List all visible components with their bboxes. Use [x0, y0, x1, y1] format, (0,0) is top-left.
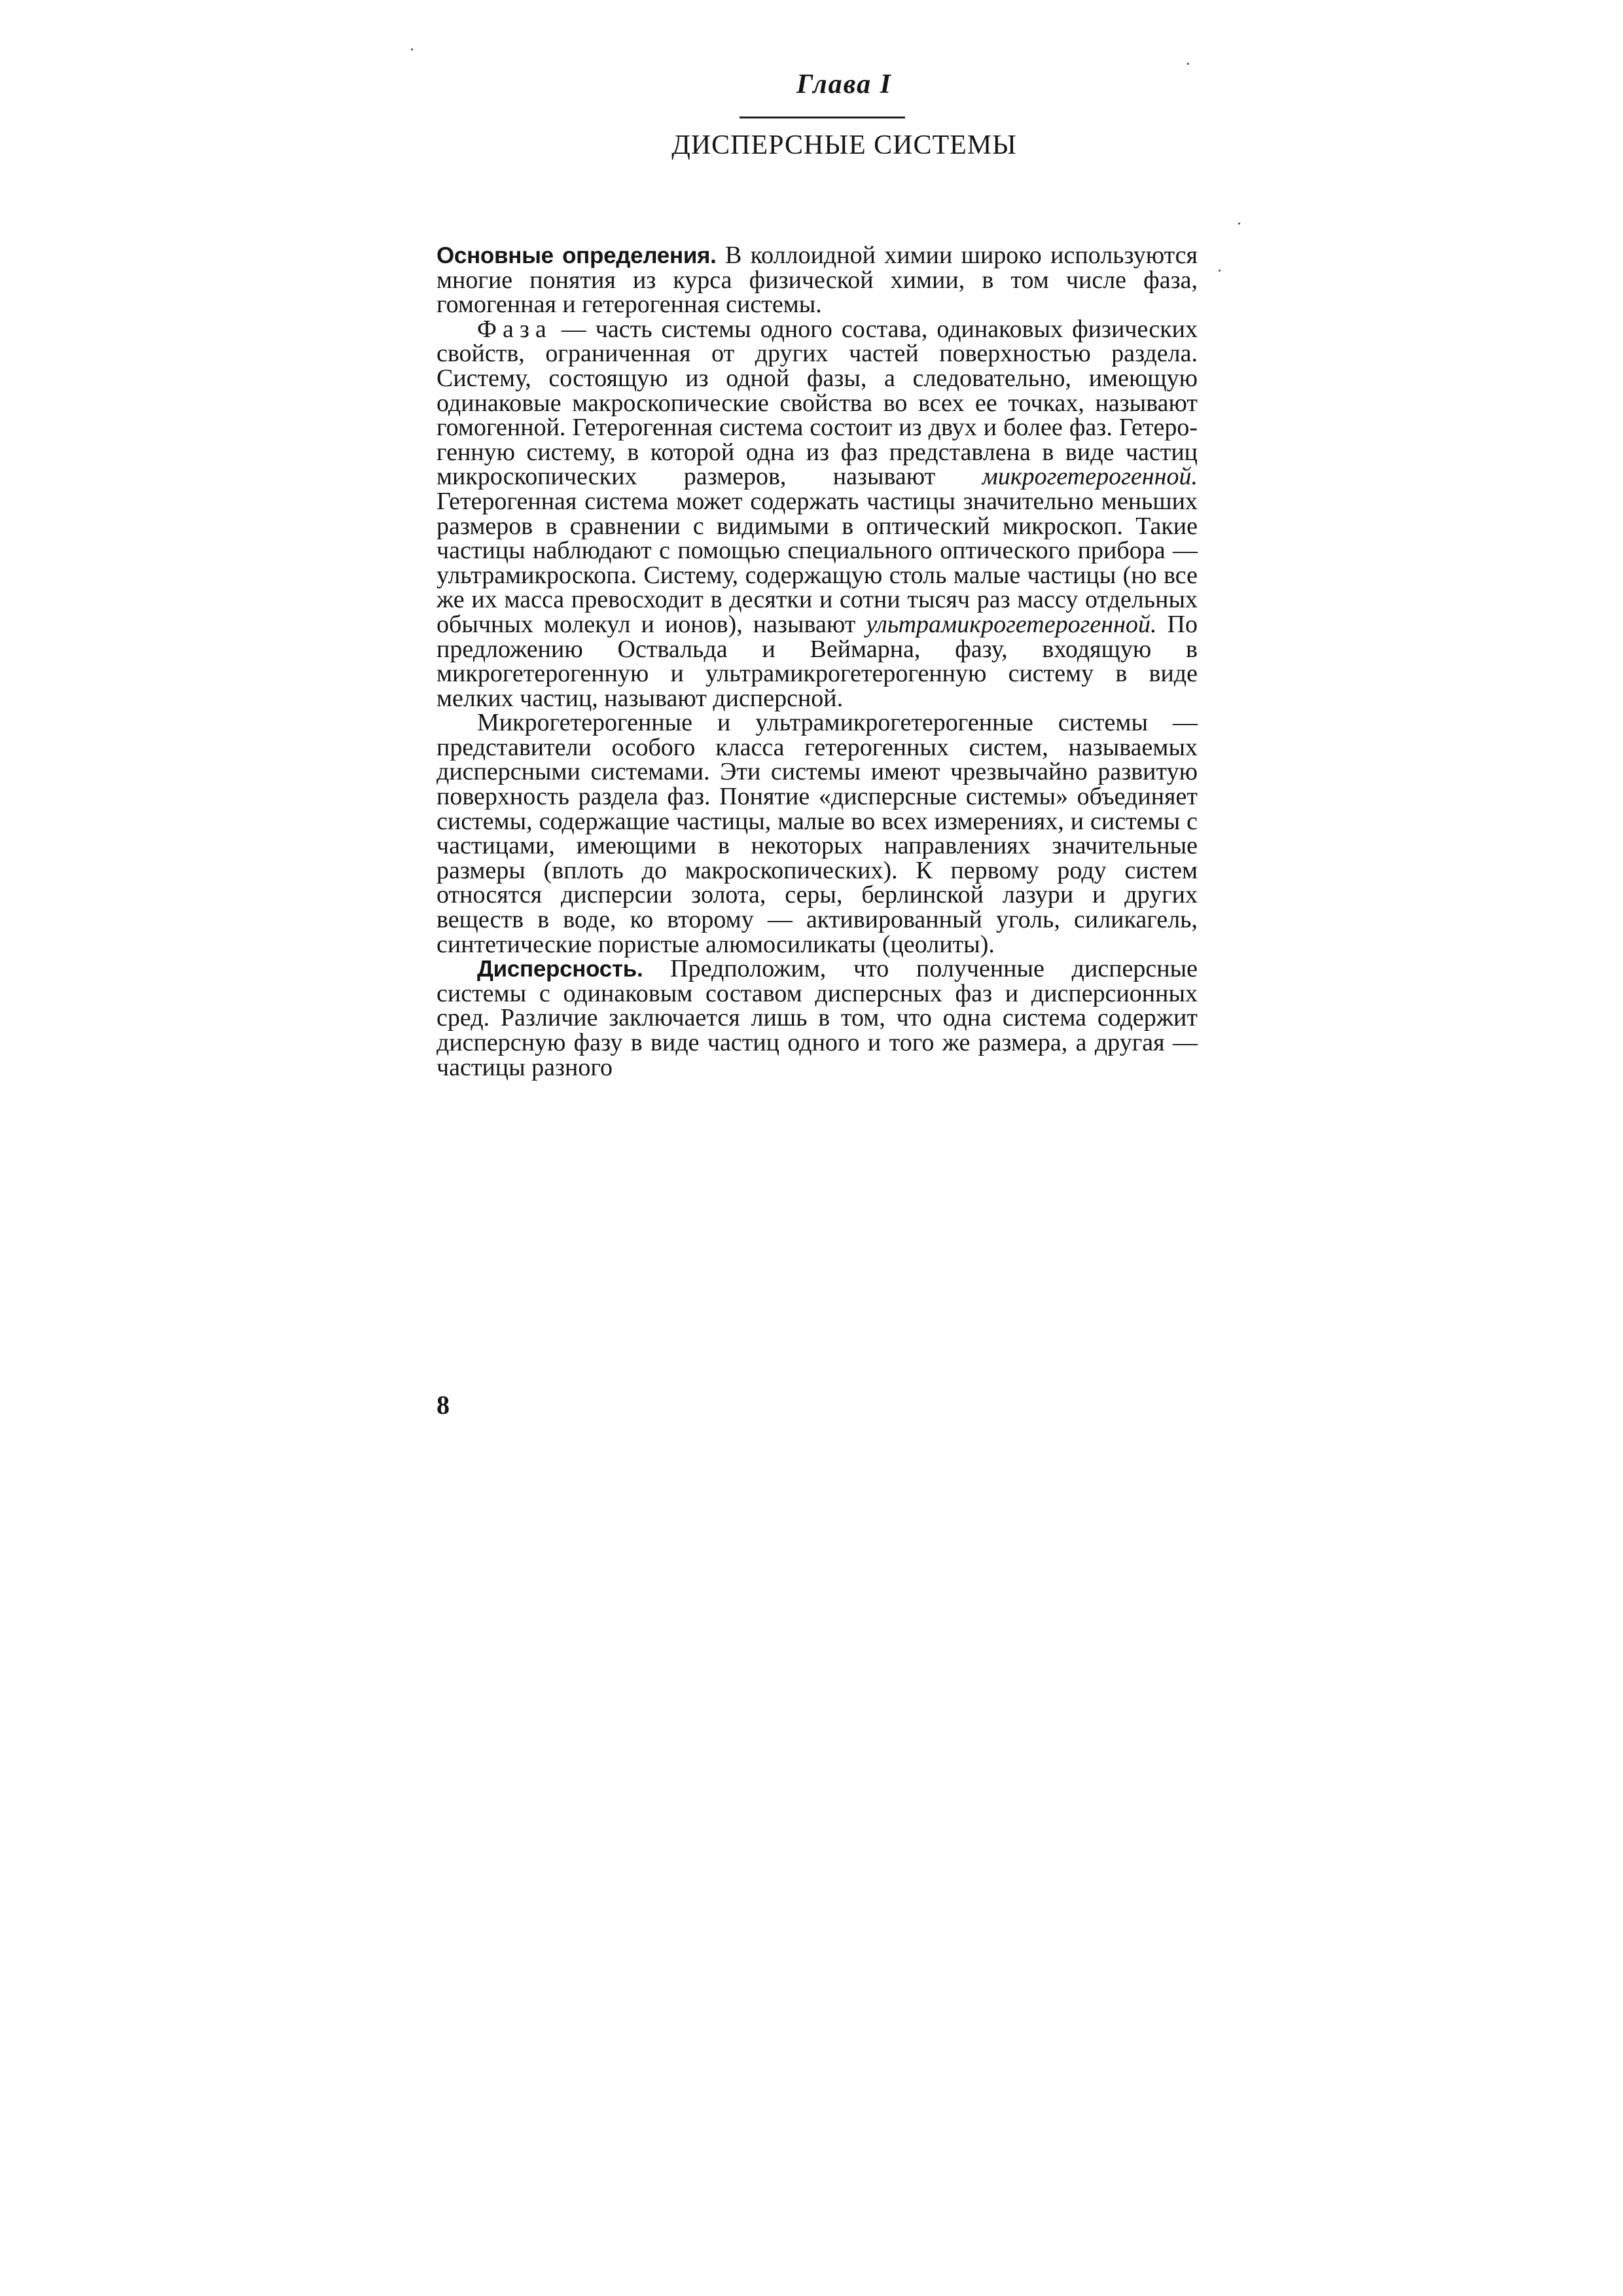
paragraph-text: В коллоидной химии широко используются многие понятия из курса физической химии, в том числе фаза, гомогенная и гетерогенная системы. — [437, 242, 1198, 319]
section-heading-dispersity: Дисперсность. — [477, 956, 643, 982]
chapter-body — [437, 243, 1198, 1080]
paragraph-text: — часть системы одного состава, одинаковых физических свойств, ограниченная от других частей поверхностью раздела. Систему, состоящую из одной фазы, а следовательно, имеющую одинаковые макроскопические свойства во всех ее точках, называют гомогенной. Гетерогенная система состоит из двух и более фаз. Гетерогенную систему, в которой одна из фаз представлена в виде частиц микроскопических размеров, называют — [437, 315, 1198, 491]
scan-speck — [1238, 223, 1240, 224]
paragraph-text: По предложению Оствальда и Веймарна, фазу, входящую в микрогетерогенную и ультрамикрогетерогенную систему в виде мелких частиц, называют дисперсной. — [437, 610, 1198, 712]
scan-speck — [411, 48, 413, 50]
paragraph-disperse-systems — [437, 711, 1198, 957]
term-ultramicroheterogeneous: ультрамикрогетерогенной. — [866, 610, 1157, 638]
paragraph-basic-definitions — [437, 243, 1198, 317]
chapter-divider — [740, 117, 905, 118]
paragraph-dispersity — [437, 957, 1198, 1080]
paragraph-text: Гетерогенная система может содержать частицы значительно меньших размеров в сравнении с видимыми в оптический микроскоп. Такие частицы наблюдают с помощью специального оптического прибора — ультрамикроскопа. Систему, содержащую столь малые частицы (но все же их масса превосходит в десятки и сотни тысяч раз массу отдельных обычных молекул и ионов), называют — [437, 487, 1198, 638]
term-microheterogeneous: микрогетерогенной. — [982, 463, 1198, 491]
paragraph-text: Микрогетерогенные и ультрамикрогетерогенные системы — представители особого класса гетерогенных систем, называемых дисперсными системами. Эти системы имеют чрезвычайно развитую поверхность раздела фаз. Понятие «дисперсные системы» объединяет системы, содержащие частицы, малые во всех измерениях, и системы с частицами, имеющими в некоторых направлениях значительные размеры (вплоть до макроскопических). К первому роду систем относятся дисперсии золота, серы, берлинской лазури и других веществ в воде, ко второму — активированный уголь, силикагель, синтетические пористые алюмосиликаты (цеолиты). — [437, 709, 1198, 958]
section-heading-basic-definitions: Основные определения. — [437, 243, 717, 268]
chapter-title: ДИСПЕРСНЫЕ СИСТЕМЫ — [671, 130, 1017, 160]
term-phase: Фаза — [477, 315, 552, 343]
scan-speck — [1219, 270, 1221, 272]
paragraph-phase-definition — [437, 317, 1198, 711]
page-number: 8 — [437, 1390, 450, 1420]
paragraph-text: Предположим, что полученные дисперсные системы с одинаковым составом дисперсных фаз и дисперсионных сред. Различие заключается лишь в том, что одна система содержит дисперсную фазу в виде частиц одного и того же размера, а другая — частицы разного — [437, 955, 1198, 1081]
chapter-label: Глава I — [796, 69, 892, 99]
scan-speck — [1187, 63, 1189, 65]
